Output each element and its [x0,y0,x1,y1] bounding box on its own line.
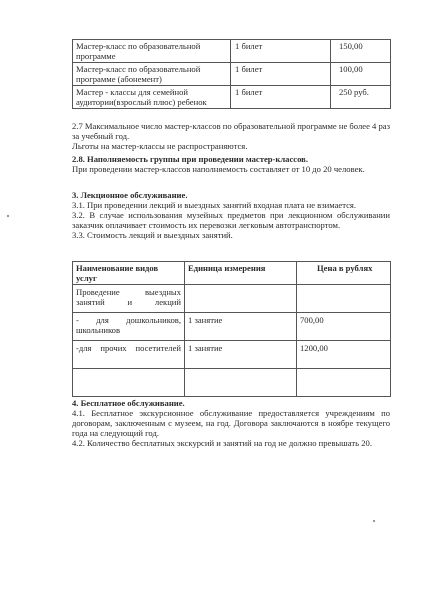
service-name-cell: Мастер-класс по образовательной программе (абонемент) [73,63,231,86]
section-heading: 2.8. Наполняемость группы при проведении мастер-классов. [72,154,308,164]
section-2-7 [72,121,390,151]
service-name-cell: Мастер-класс по образовательной программе [73,40,231,63]
price-cell [297,285,391,313]
unit-cell: 1 билет [231,40,331,63]
column-header-price: Цена в рублях [297,262,391,285]
unit-cell: 1 билет [231,63,331,86]
section-heading: 4. Бесплатное обслуживание. [72,398,185,408]
section-3 [72,190,390,240]
service-name-cell: Мастер - классы для семейной аудитории(взрослый плюс) ребенок [73,86,231,109]
scan-speck [373,520,375,522]
paragraph-3-3: 3.3. Стоимость лекций и выездных занятий. [72,230,233,240]
table-row [73,313,391,341]
paragraph-3-2: 3.2. В случае использования музейных предметов при лекционном обслуживании заказчик оплачивает стоимость их перевозки легковым автотранспортом. [72,210,390,230]
service-name-cell: - для дошкольников, школьников [73,313,185,341]
table-row [73,40,391,63]
table-row [73,341,391,369]
table-header-row [73,262,391,285]
empty-cell [297,369,391,397]
empty-cell [73,369,185,397]
unit-cell [185,285,297,313]
paragraph-3-1: 3.1. При проведении лекций и выездных занятий входная плата не взимается. [72,200,357,210]
table-row [73,86,391,109]
scan-speck [7,215,9,217]
lecture-fee-table [72,261,391,397]
price-cell: 700,00 [297,313,391,341]
unit-cell: 1 билет [231,86,331,109]
price-cell: 150,00 [331,40,391,63]
table-row [73,369,391,397]
table-row [73,285,391,313]
section-heading: 3. Лекционное обслуживание. [72,190,188,200]
price-cell: 1200,00 [297,341,391,369]
price-cell: 250 руб. [331,86,391,109]
section-4 [72,398,390,448]
column-header-service: Наименование видов услуг [73,262,185,285]
paragraph-2-7: 2.7 Максимальное число мастер-классов по образовательной программе не более 4 раз за учебный год. [72,121,391,141]
benefits-note: Льготы на мастер-классы не распространяются. [72,141,248,151]
unit-cell: 1 занятие [185,341,297,369]
unit-cell: 1 занятие [185,313,297,341]
column-header-unit: Единица измерения [185,262,297,285]
section-2-8 [72,154,390,174]
service-name-cell: -для прочих посетителей [73,341,185,369]
empty-cell [185,369,297,397]
service-name-cell: Проведение выездных занятий и лекций [73,285,185,313]
price-cell: 100,00 [331,63,391,86]
paragraph-2-8: При проведении мастер-классов наполняемость составляет от 10 до 20 человек. [72,164,365,174]
paragraph-4-2: 4.2. Количество бесплатных экскурсий и занятий на год не должно превышать 20. [72,438,372,448]
paragraph-4-1: 4.1. Бесплатное экскурсионное обслуживание предоставляется учреждениям по договорам, заключенным с музеем, на год. Договора заключаются в ноябре текущего года на следующий год. [72,408,390,438]
master-class-fee-table [72,39,391,109]
table-row [73,63,391,86]
